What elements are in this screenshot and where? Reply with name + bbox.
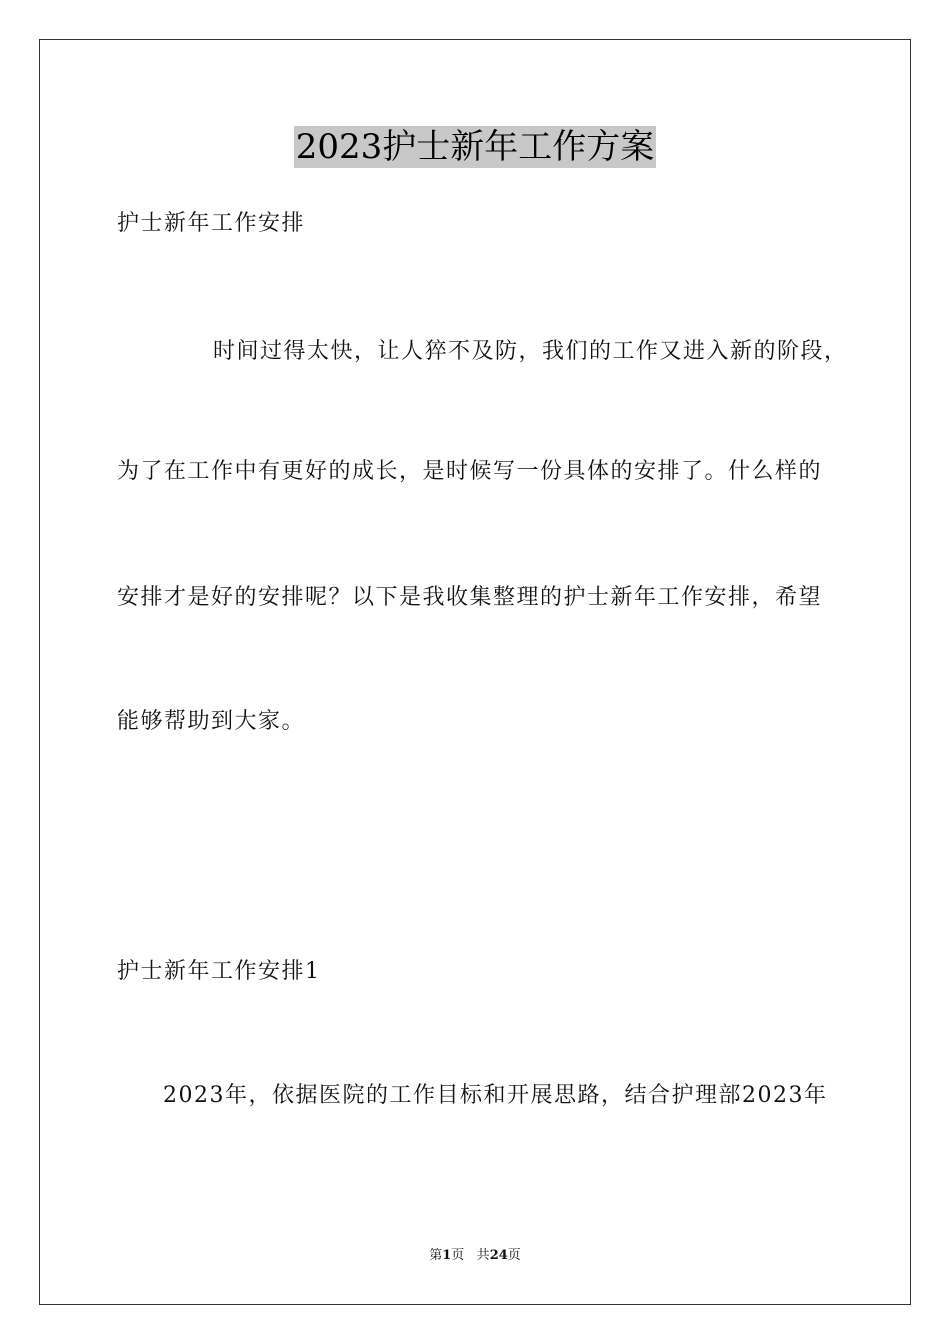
section-line-1: 2023年，依据医院的工作目标和开展思路，结合护理部2023年 [163, 1083, 828, 1108]
page-footer [0, 1247, 950, 1265]
intro-line-1: 时间过得太快，让人猝不及防，我们的工作又进入新的阶段， [213, 339, 848, 364]
intro-line-3: 安排才是好的安排呢？以下是我收集整理的护士新年工作安排，希望 [117, 585, 823, 610]
section-heading: 护士新年工作安排1 [117, 959, 321, 984]
footer-page-number: 1 [442, 1248, 452, 1263]
footer-page-suffix: 页 [451, 1248, 465, 1263]
footer-total-prefix: 共 [476, 1248, 490, 1263]
title-container [0, 126, 950, 168]
intro-line-4: 能够帮助到大家。 [117, 709, 306, 734]
intro-line-2: 为了在工作中有更好的成长，是时候写一份具体的安排了。什么样的 [117, 459, 823, 484]
footer-total-pages: 24 [489, 1248, 508, 1263]
footer-page-prefix: 第 [429, 1248, 443, 1263]
document-subtitle: 护士新年工作安排 [117, 211, 306, 236]
document-title: 2023护士新年工作方案 [295, 127, 655, 167]
footer-total-suffix: 页 [507, 1248, 521, 1263]
